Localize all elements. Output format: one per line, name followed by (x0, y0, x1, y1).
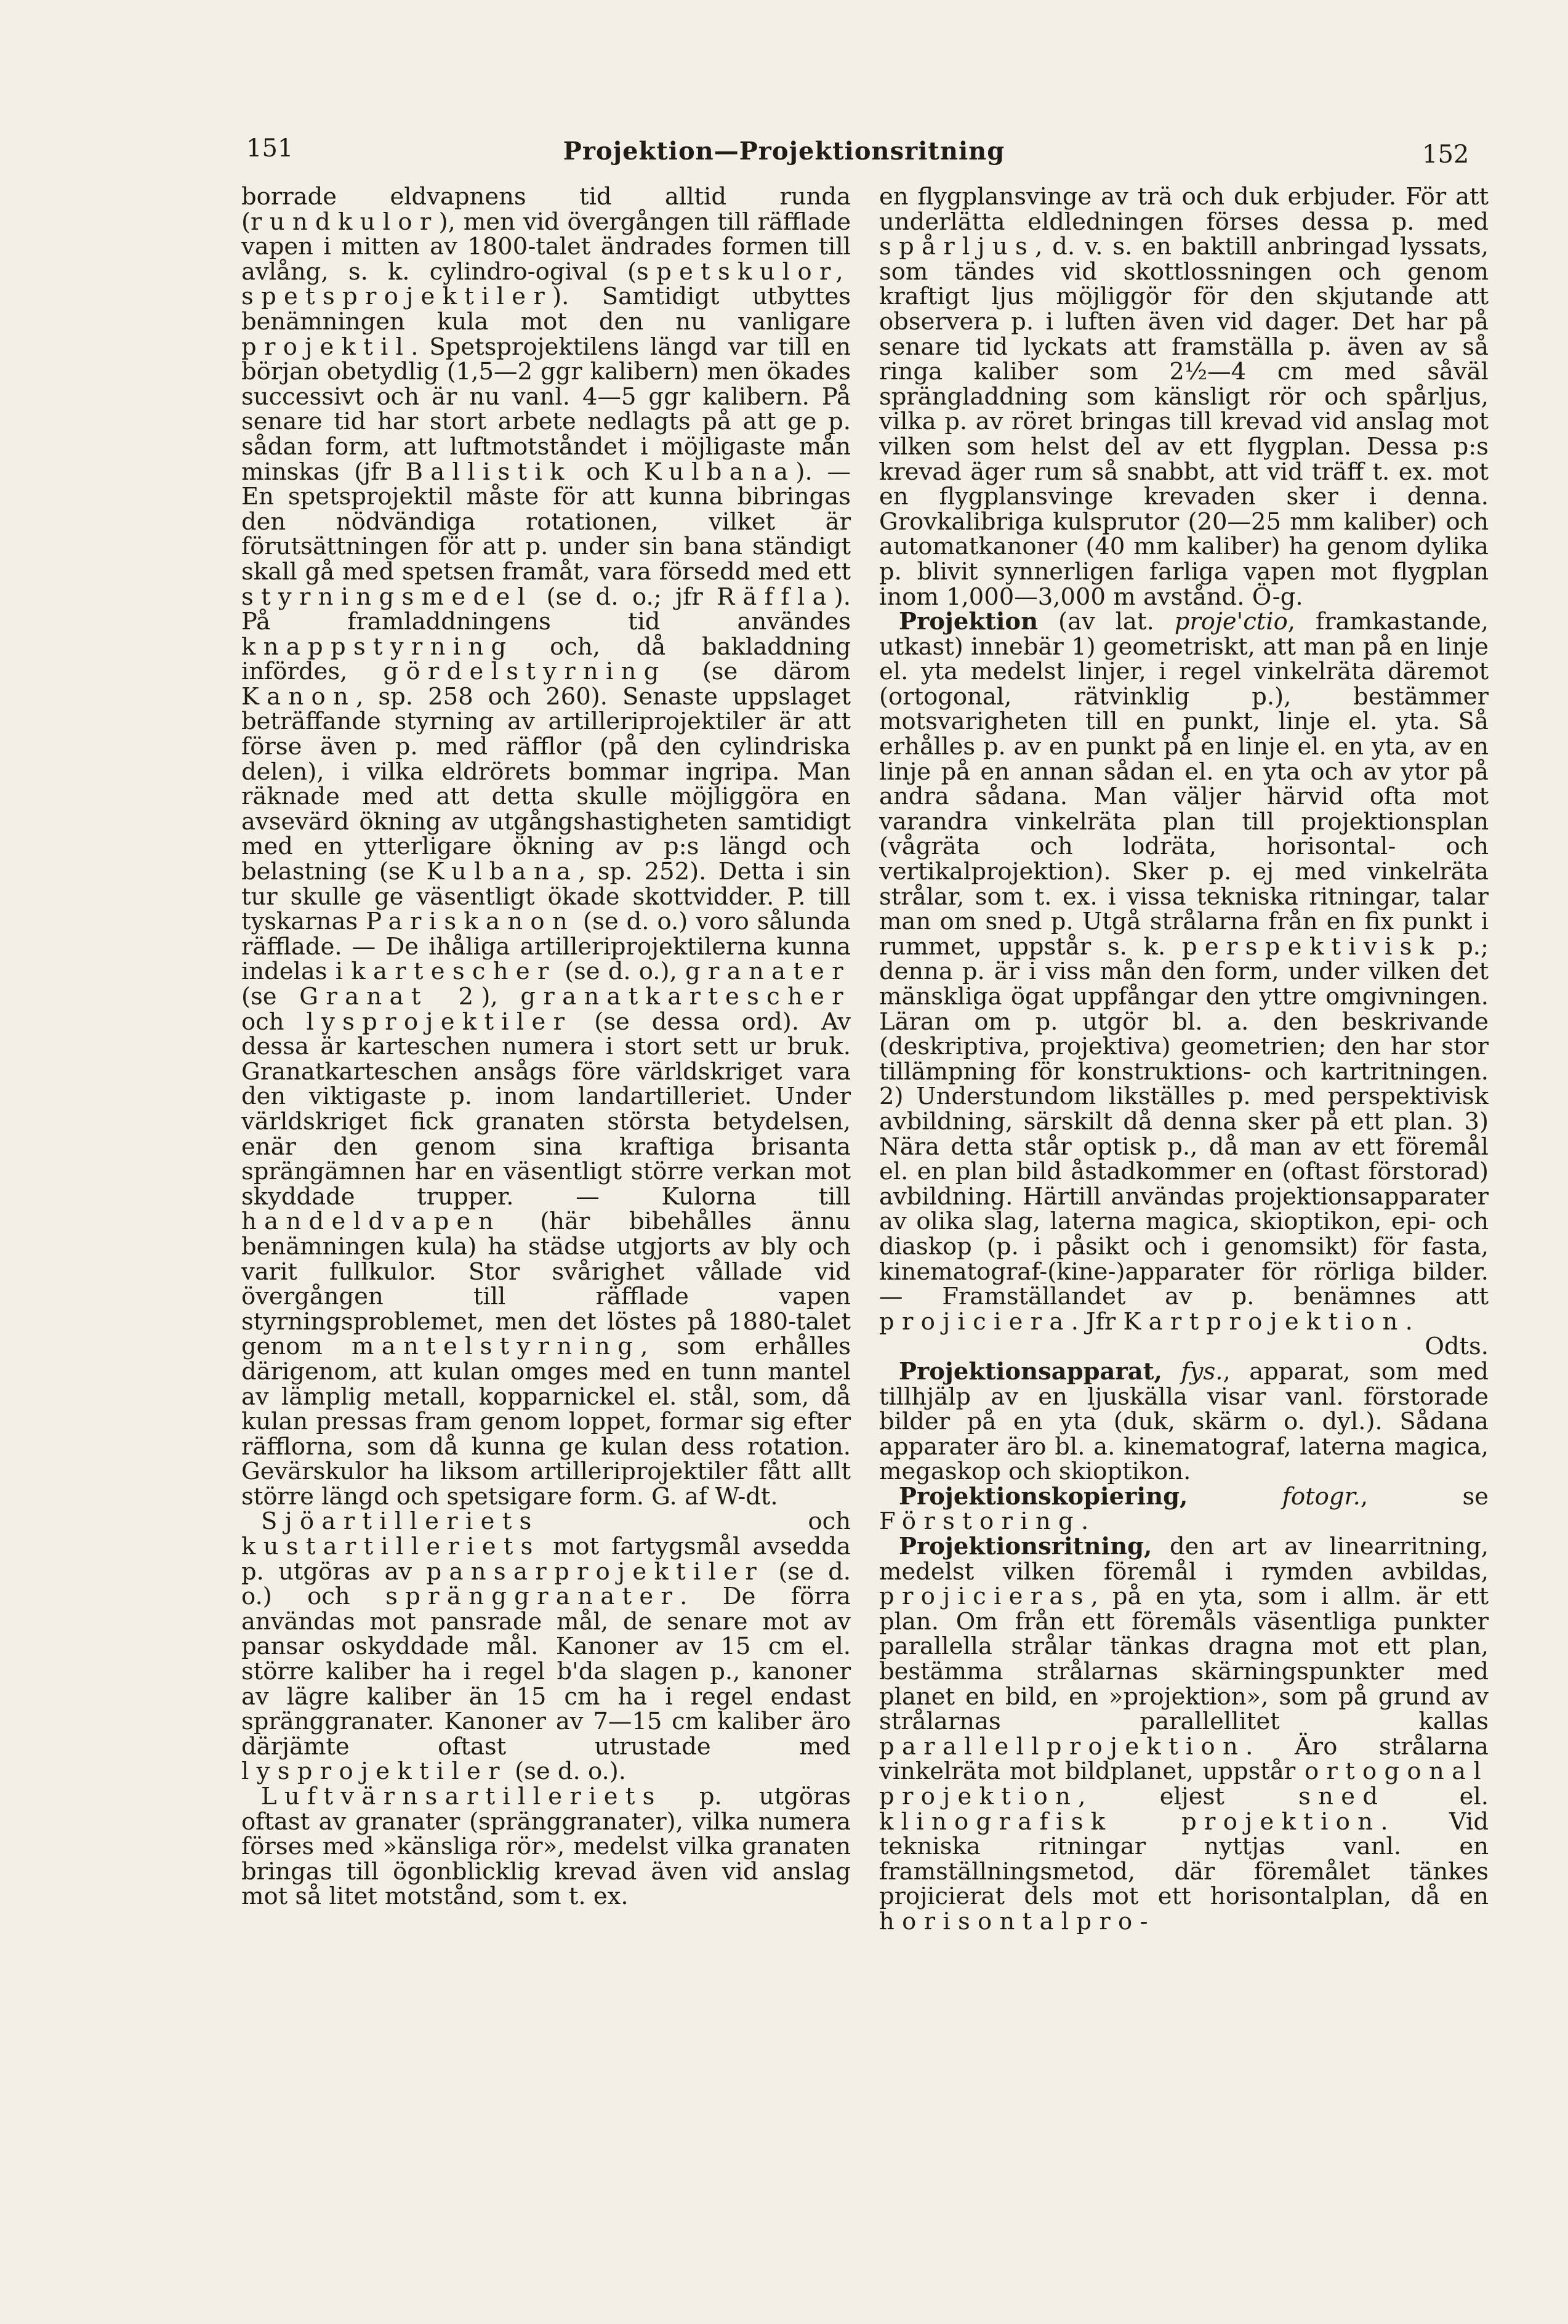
text-run: . (1405, 1307, 1413, 1336)
italic-term: fys. (1181, 1357, 1223, 1386)
text-run: och (539, 1507, 851, 1536)
text-run: och (241, 1007, 307, 1036)
spaced-term: Kartprojektion (1123, 1307, 1405, 1336)
text-run: , se (1360, 1482, 1489, 1511)
spaced-term: pansarprojektiler (426, 1557, 765, 1586)
text-run: den art av linearritning, medelst vilken föremål i rymden avbildas, (879, 1533, 1489, 1586)
text-run: . Spetsprojektilens längd var till en början obetydlig (1,5—2 ggr kalibern) men ökades successivt och är nu vanl. 4—5 ggr kalibern. På senare tid har stort arbete nedlagts på att ge p. sådan form, att luftmotståndet i möjligaste mån minskas (jfr (241, 333, 851, 486)
headword: Projektion (899, 608, 1039, 636)
text-run: . (1080, 1507, 1089, 1536)
text-run (1162, 1358, 1181, 1386)
spaced-term: projiciera (879, 1307, 1071, 1336)
author-signature: Odts. (1425, 1333, 1489, 1361)
spaced-term: ortogonal projektion (879, 1757, 1489, 1810)
spaced-term: Kulbana (643, 458, 796, 486)
text-run: (se d. o.). (507, 1757, 627, 1786)
text-run: p. utgöras oftast av granater (spränggranater), vilka numera förses med »känsliga rör», medelst vilka granaten bringas till ögonblicklig krevad även vid anslag mot så litet motstånd, som t. ex. (241, 1783, 851, 1911)
text-run: , d. v. s. en baktill anbringad lyssats, som tändes vid skottlossningen och genom kraftigt ljus möjliggör för den skjutande att observera p. i luften även vid dager. Det har på senare tid lyckats att framställa p. även av så ringa kaliber som 2½—4 cm med såväl sprängladdning som känsligt rör och spårljus, vilka p. av röret bringas till krevad vid anslag mot vilken som helst del av ett flygplan. Dessa p:s krevad äger rum så snabbt, att vid träff t. ex. mot en flygplansvinge krevaden sker i denna. Grovkalibriga kulsprutor (20—25 mm kaliber) och automatkanoner (40 mm kaliber) ha genom dylika p. blivit synnerligen farliga vapen mot flygplan inom 1,000—3,000 m avstånd. Ö-g. (879, 233, 1489, 611)
text-run: (här bibehålles ännu benämningen kula) ha städse utgjorts av bly och varit fullkulor. Stor svårighet vållade vid övergången till räfflade vapen styrningsproblemet, men det löstes på 1880-talet genom (241, 1208, 851, 1361)
spaced-term: kustartilleriets (241, 1533, 541, 1561)
text-run: . Jfr (1071, 1307, 1124, 1336)
text-run: , eljest (1078, 1783, 1299, 1810)
text-run: . Vid tekniska ritningar nyttjas vanl. en framställningsmetod, där föremålet tänkes projicierat dels mot ett horisontalplan, då en (879, 1807, 1489, 1911)
spaced-term: Kulbana (426, 858, 579, 886)
text-run (1188, 1483, 1282, 1511)
text-run: . De förra användas mot pansrade mål, de senare mot av pansar oskyddade mål. Kanoner av 15 cm el. större kaliber ha i regel b'da slagen p., kanoner av lägre kaliber än 15 cm ha i regel endast spränggranater. Kanoner av 7—15 cm kaliber äro därjämte oftast utrustade med (241, 1583, 851, 1761)
text-run: och (571, 458, 644, 486)
spaced-term: handeldvapen (241, 1208, 501, 1236)
italic-term: proje'ctio (1174, 608, 1288, 636)
spaced-term: Pariskanon (366, 908, 576, 936)
text-run: , som erhålles därigenom, att kulan omges med en tunn mantel av lämplig metall, kopparnickel el. stål, som, då kulan pressas fram genom loppet, formar sig efter räfflorna, som då kunna ge kulan dess rotation. Gevärskulor ha liksom artilleriprojektiler fått allt större längd och spetsigare form. G. af W-dt. (241, 1333, 851, 1511)
text-run: , sp. 258 och 260). Senaste uppslaget beträffande styrning av artilleriprojektiler är att förse även p. med räfflor (på den cylindriska delen), i vilka eldrörets bommar ingripa. Man räknade med att detta skulle möjliggöra en avsevärd ökning av utgångshastigheten samtidigt med en ytterligare ökning av p:s längd och belastning (se (241, 682, 851, 886)
text-run: borrade eldvapnens tid alltid runda ( (241, 183, 851, 236)
headword: Projektionsritning, (899, 1533, 1152, 1561)
text-run: el. (1385, 1783, 1489, 1810)
spaced-term: gördelstyrning (383, 658, 667, 686)
text-run: (se d. o.), (556, 958, 686, 986)
text-run: (se d. o.) och (241, 1557, 851, 1611)
text-run: , framkastande, utkast) innebär 1) geometriskt, att man på en linje el. yta medelst linjer, i regel vinkelräta däremot (ortogonal, rätvinklig p.), bestämmer motsvarigheten till en punkt, linje el. yta. Så erhålles p. av en punkt på en linje el. en yta, av en linje på en annan sådan el. en yta och av ytor på andra sådana. Man väljer härvid ofta mot varandra vinkelräta plan till projektionsplan (vågräta och lodräta, horisontal- och vertikalprojektion). Sker p. ej med vinkelräta strålar, som t. ex. i vissa tekniska ritningar, talar man om sned p. Utgå strålarna från en fix punkt i rummet, uppstår s. k. (879, 608, 1489, 961)
page-number-left: 151 (246, 134, 294, 163)
paragraph (879, 1535, 1489, 1935)
paragraph (241, 1509, 851, 1785)
spaced-term: Granat 2 (299, 983, 481, 1011)
text-run: . Äro strålarna vinkelräta mot bildplanet, uppstår (879, 1732, 1489, 1786)
spaced-term: horisontalpro- (879, 1907, 1156, 1935)
headword: Projektionskopiering, (899, 1482, 1188, 1511)
paragraph (879, 185, 1489, 610)
running-header: Projektion—Projektionsritning (563, 137, 1005, 166)
spaced-term: klinografisk projektion (879, 1807, 1381, 1836)
spaced-term: spårljus (879, 233, 1035, 261)
headword: Projektionsapparat, (899, 1357, 1162, 1386)
text-run: ). På framladdningens tid användes (241, 583, 851, 636)
spaced-term: rundkulor (251, 208, 439, 236)
text-run: en flygplansvinge av trä och duk erbjuder. För att underlätta eldledningen förses dessa p. med (879, 183, 1489, 236)
spaced-term: spränggranater (385, 1583, 680, 1611)
text-run: , apparat, som med tillhjälp av en ljuskälla visar vanl. förstorade bilder på en yta (duk, skärm o. dyl.). Sådana apparater äro bl. a. kinematograf, laterna magica, megaskop och skioptikon. (879, 1357, 1489, 1486)
spaced-term: lysprojektiler (241, 1757, 507, 1786)
column-left (241, 185, 851, 1910)
spaced-term: mantelstyrning (351, 1333, 641, 1361)
text-run: ), men vid övergången till räfflade vapen i mitten av 1800-talet ändrades formen till avlång, s. k. cylindro-ogival ( (241, 208, 851, 286)
spaced-term: projektil (241, 333, 411, 361)
spaced-term: granatkartescher (520, 983, 851, 1011)
text-run: (se (241, 983, 300, 1011)
text-run: mot fartygsmål avsedda p. utgöras av (241, 1533, 851, 1586)
paragraph (241, 185, 851, 1509)
spaced-term: Förstoring (879, 1507, 1081, 1536)
spaced-term: perspektivisk (1181, 932, 1442, 961)
text-run: (av lat. (1038, 608, 1175, 636)
text-run: ), (481, 983, 521, 1011)
spaced-term: Luftvärnsartilleriets (261, 1783, 662, 1810)
text-run: (se d. o.) voro sålunda räfflade. — De ihåliga artilleriprojektilerna kunna indelas i (241, 908, 851, 986)
spaced-term: Ballistik (405, 458, 572, 486)
text-run: ). Samtidigt utbyttes benämningen kula mot den nu vanligare (241, 283, 851, 336)
text-run: , på en yta, som i allm. är ett plan. Om från ett föremåls väsentliga punkter parallella strålar tänkas dragna mot ett plan, bestämma strålarnas skärningspunkter med planet en bild, en »projektion», som på grund av strålarnas parallellitet kallas (879, 1583, 1489, 1736)
paragraph (879, 1357, 1489, 1486)
paragraph (879, 610, 1489, 1360)
text-run: (se dessa ord). Av dessa är karteschen numera i stort sett ur bruk. Granatkarteschen ansågs före världskriget vara den viktigaste p. inom landartilleriet. Under världskriget fick granaten största betydelsen, enär den genom sina kraftiga brisanta sprängämnen har en väsentligt större verkan mot skyddade trupper. — Kulorna till (241, 1007, 851, 1211)
spaced-term: Kanon (241, 682, 356, 711)
spaced-term: parallellprojektion (879, 1732, 1246, 1761)
spaced-term: sned (1298, 1783, 1386, 1810)
italic-term: fotogr. (1282, 1482, 1361, 1511)
paragraph (879, 1482, 1489, 1536)
spaced-term: knappstyrning (241, 632, 514, 661)
spaced-term: kartescher (351, 958, 557, 986)
text-run: (se d. o.; jfr (533, 583, 717, 611)
spaced-term: lysprojektiler (306, 1007, 573, 1036)
spaced-term: granater (685, 958, 851, 986)
spaced-term: styrningsmedel (241, 583, 533, 611)
column-right (879, 185, 1489, 1935)
spaced-term: Räffla (717, 583, 834, 611)
text-run: p.; denna p. är i viss mån den form, under vilken det mänskliga ögat uppfångar den yttre omgivningen. Läran om p. utgör bl. a. den beskrivande (deskriptiva, projektiva) geometrien; den har stor tillämpning för konstruktions- och kartritningen. 2) Understundom likställes p. med perspektivisk avbildning, särskilt då denna sker på ett plan. 3) Nära detta står optisk p., då man av ett föremål el. en plan bild åstadkommer en (oftast förstorad) avbildning. Härtill användas projektionsapparater av olika slag, laterna magica, skioptikon, epi- och diaskop (p. i påsikt och i genomsikt) för fasta, kinematograf-(kine-)apparater för rörliga bilder. — Framställandet av p. benämnes att (879, 932, 1489, 1311)
text-run: , sp. 252). Detta i sin tur skulle ge väsentligt ökade skottvidder. P. till tyskarnas (241, 858, 851, 936)
text-run: ). — En spetsprojektil måste för att kunna bibringas den nödvändiga rotationen, vilket är förutsättningen för att p. under sin bana ständigt skall gå med spetsen framåt, vara försedd med ett (241, 458, 851, 586)
spaced-term: Sjöartilleriets (261, 1507, 539, 1536)
text-run: (se därom (666, 658, 851, 686)
page-number-right: 152 (1422, 140, 1469, 169)
text-run: och, då bakladdning infördes, (241, 632, 851, 686)
paragraph (241, 1785, 851, 1910)
spaced-term: spetskulor, spetsprojektiler (241, 257, 851, 311)
spaced-term: projicieras (879, 1583, 1091, 1611)
